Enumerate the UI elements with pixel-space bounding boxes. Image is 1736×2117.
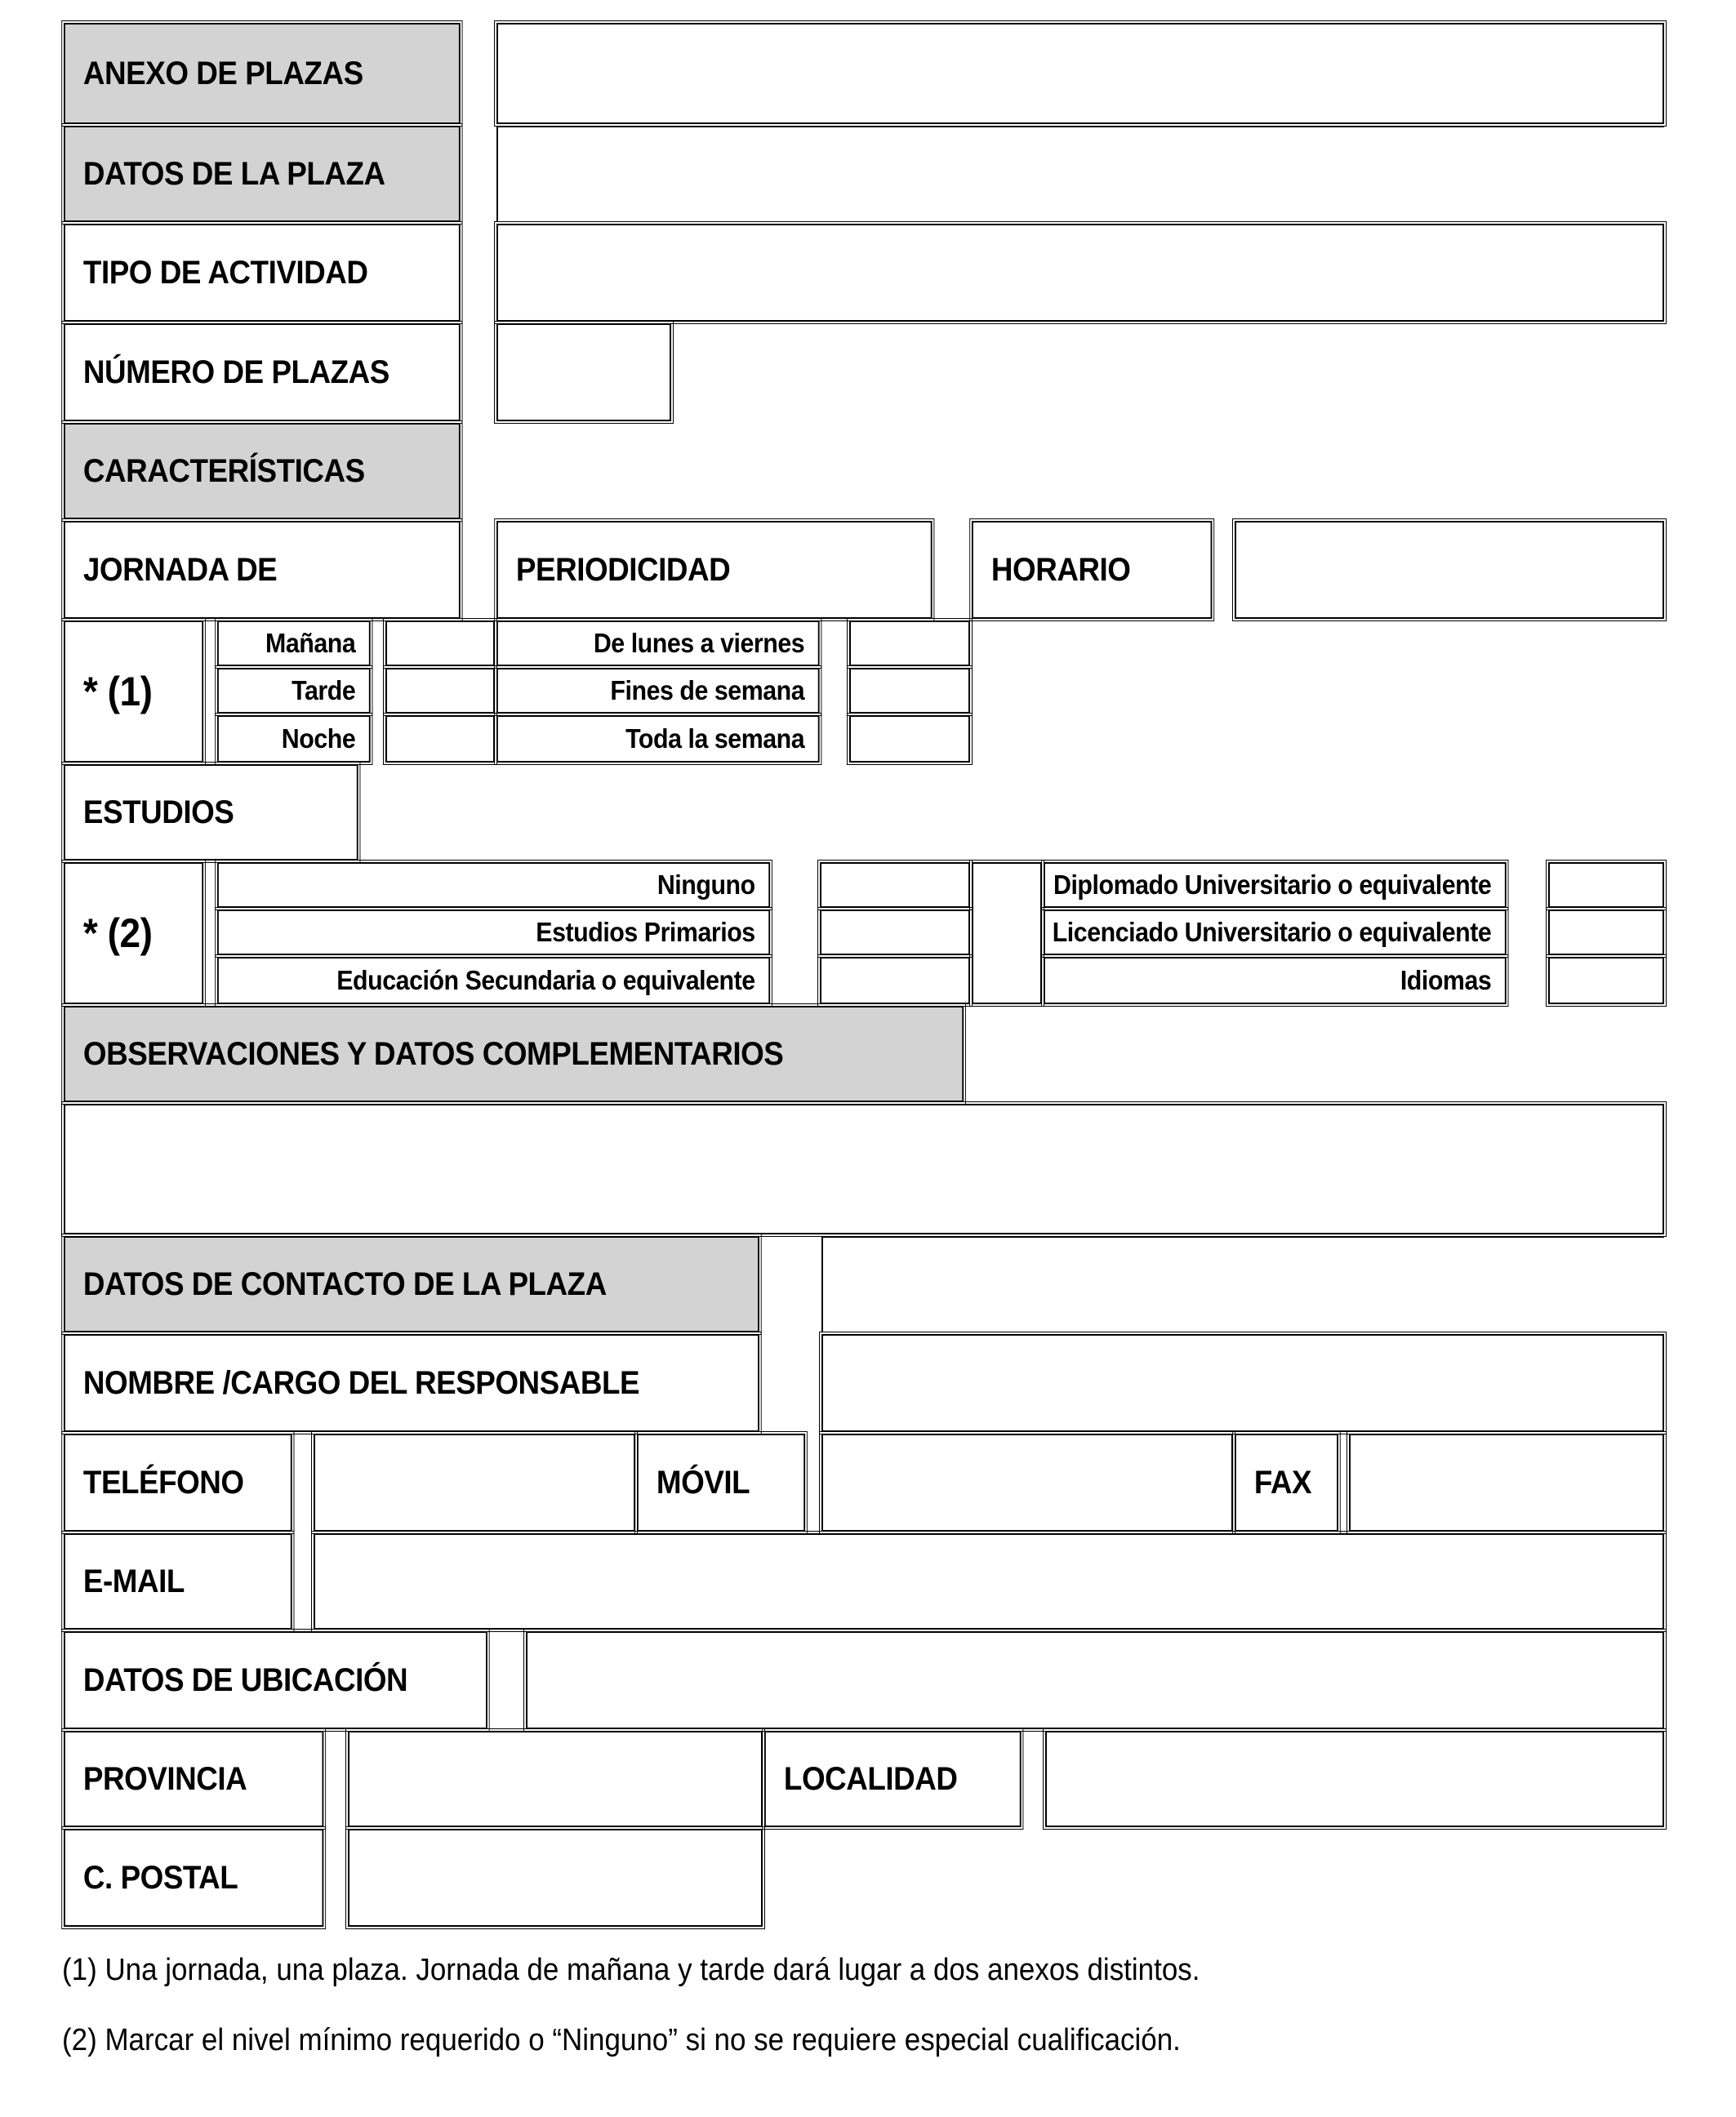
mobile-label: MÓVIL [637,1434,805,1532]
responsible-field[interactable] [821,1334,1664,1432]
observations-field[interactable] [64,1104,1664,1234]
studies-option-label: Idiomas [1044,957,1507,1004]
phone-label: TELÉFONO [64,1434,292,1532]
periodicity-whole-week-checkbox[interactable] [849,715,970,763]
studies-option-label: Estudios Primarios [217,910,770,955]
email-label: E-MAIL [64,1533,292,1630]
shift-afternoon-checkbox[interactable] [385,668,495,714]
responsible-label: NOMBRE /CARGO DEL RESPONSABLE [64,1334,759,1432]
studies-primary-checkbox[interactable] [820,910,970,955]
postal-code-label: C. POSTAL [64,1829,323,1927]
province-field[interactable] [348,1731,763,1827]
studies-label: ESTUDIOS [64,764,358,861]
schedule-field[interactable] [1235,521,1664,619]
shift-night-checkbox[interactable] [385,715,495,763]
position-data-title: DATOS DE LA PLAZA [64,126,461,222]
studies-option-label: Educación Secundaria o equivalente [217,957,770,1004]
studies-option-label: Ninguno [217,862,770,908]
annex-title: ANEXO DE PLAZAS [64,23,461,124]
shift-morning-checkbox[interactable] [385,620,495,666]
periodicity-label: PERIODICIDAD [496,521,933,619]
province-label: PROVINCIA [64,1731,323,1827]
shift-label: JORNADA DE [64,521,461,619]
studies-licentiate-checkbox[interactable] [1548,910,1664,955]
studies-diploma-checkbox[interactable] [1548,862,1664,908]
studies-footnote-marker: * (2) [64,862,203,1004]
mobile-field[interactable] [821,1434,1233,1532]
studies-option-label: Diplomado Universitario o equivalente [1044,862,1507,908]
studies-spacer-cell [972,862,1042,1004]
email-field[interactable] [314,1533,1664,1630]
shift-footnote-marker: * (1) [64,620,203,763]
shift-option-label: Mañana [217,620,371,666]
periodicity-weekends-checkbox[interactable] [849,668,970,714]
locality-label: LOCALIDAD [764,1731,1022,1827]
characteristics-title: CARACTERÍSTICAS [64,423,461,519]
fax-label: FAX [1235,1434,1338,1532]
location-field[interactable] [526,1631,1664,1729]
footnote-2: (2) Marcar el nivel mínimo requerido o “Ninguno” si no se requiere especial cualificación. [62,2023,1181,2057]
studies-option-label: Licenciado Universitario o equivalente [1044,910,1507,955]
postal-code-field[interactable] [348,1829,763,1927]
studies-languages-checkbox[interactable] [1548,957,1664,1004]
activity-type-field[interactable] [496,224,1664,322]
footnote-1: (1) Una jornada, una plaza. Jornada de mañana y tarde dará lugar a dos anexos distintos. [62,1953,1200,1987]
shift-option-label: Noche [217,715,371,763]
periodicity-option-label: De lunes a viernes [496,620,820,666]
location-title: DATOS DE UBICACIÓN [64,1631,487,1729]
periodicity-weekdays-checkbox[interactable] [849,620,970,666]
contact-title: DATOS DE CONTACTO DE LA PLAZA [64,1236,759,1332]
number-of-places-field[interactable] [496,323,671,421]
fax-field[interactable] [1349,1434,1664,1532]
studies-secondary-checkbox[interactable] [820,957,970,1004]
periodicity-option-label: Toda la semana [496,715,820,763]
studies-none-checkbox[interactable] [820,862,970,908]
activity-type-label: TIPO DE ACTIVIDAD [64,224,461,322]
locality-field[interactable] [1045,1731,1664,1827]
number-of-places-label: NÚMERO DE PLAZAS [64,323,461,421]
contact-title-filler [821,1236,1664,1332]
periodicity-option-label: Fines de semana [496,668,820,714]
annex-value-cell[interactable] [496,23,1664,124]
observations-title: OBSERVACIONES Y DATOS COMPLEMENTARIOS [64,1006,964,1102]
phone-field[interactable] [314,1434,635,1532]
position-data-filler [496,126,1664,222]
shift-option-label: Tarde [217,668,371,714]
schedule-label: HORARIO [972,521,1212,619]
